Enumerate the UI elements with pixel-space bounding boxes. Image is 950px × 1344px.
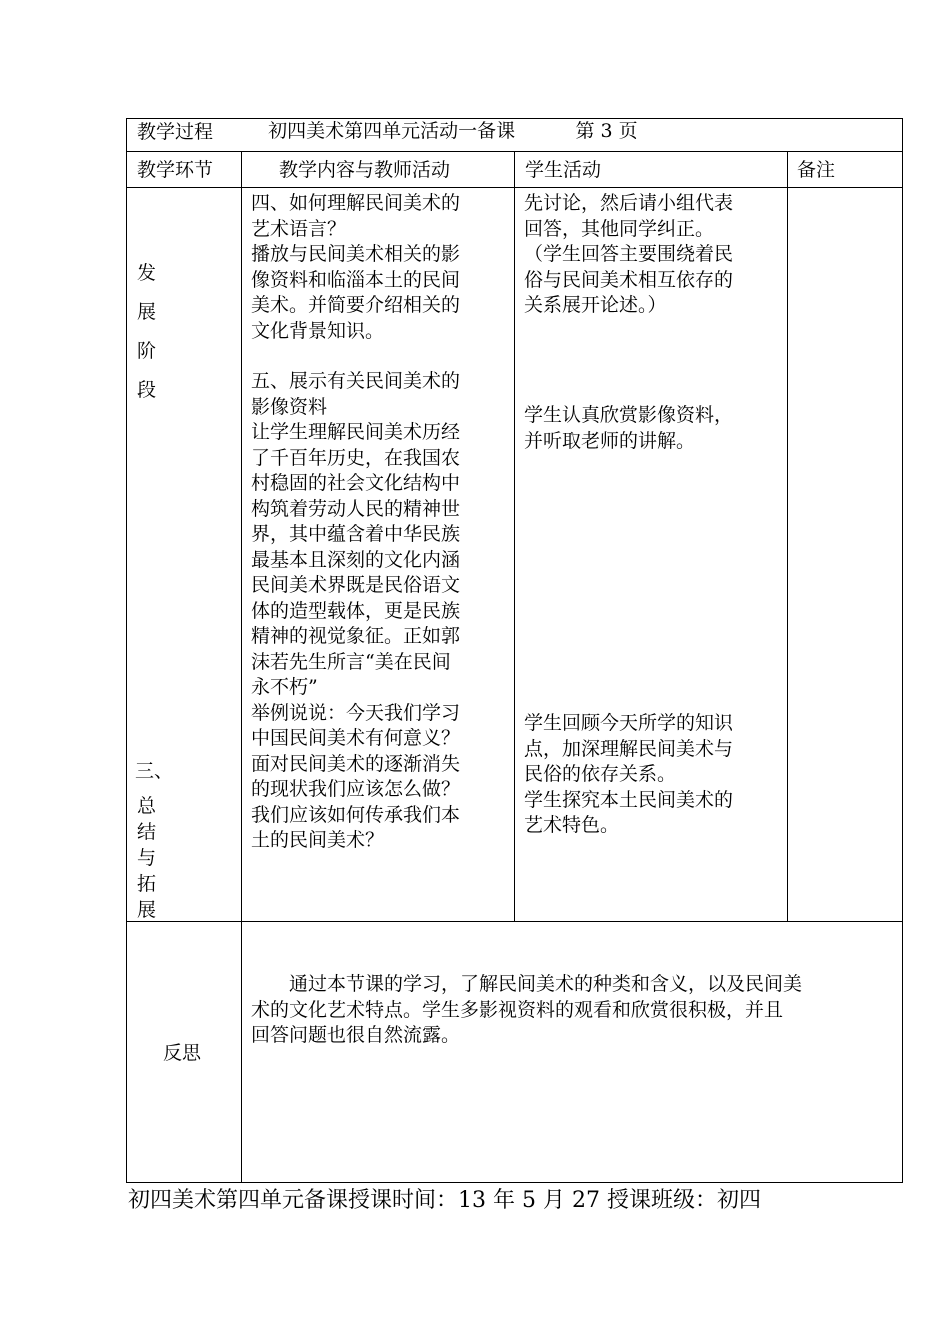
column-header-stage: 教学环节 (137, 159, 214, 181)
page-number: 第 3 页 (575, 120, 638, 142)
lesson-plan-table (126, 118, 903, 1183)
reflection-text: 通过本节课的学习，了解民间美术的种类和含义，以及民间美 术的文化艺术特点。学生多影视资料的观看和欣赏很积极，并且 回答问题也很自然流露。 (251, 973, 803, 1046)
stage-label-summary: 总 结 与 拓 展 (137, 795, 157, 921)
footer-line: 初四美术第四单元备课授课时间：13 年 5 月 27 授课班级：初四 (128, 1188, 761, 1213)
stage-number-summary: 三、 (135, 760, 174, 782)
column-header-teacher: 教学内容与教师活动 (279, 159, 451, 181)
student-activity-block: 学生回顾今天所学的知识 点，加深理解民间美术与 民俗的依存关系。 学生探究本土民间美术的 艺术特色。 (524, 712, 734, 836)
column-header-student: 学生活动 (525, 159, 602, 181)
document-title: 初四美术第四单元活动一备课 (268, 120, 516, 142)
stage-label-develop: 发 展 阶 段 (137, 262, 157, 401)
table-rule (127, 921, 902, 922)
student-activity-block: 先讨论，然后请小组代表 回答，其他同学纠正。 （学生回答主要围绕着民 俗与民间美术相互依存的 关系展开论述。） (524, 192, 734, 316)
teacher-content-block: 四、如何理解民间美术的 艺术语言？ 播放与民间美术相关的影 像资料和临淄本土的民间 美术。并简要介绍相关的 文化背景知识。 (251, 192, 461, 342)
column-header-notes: 备注 (797, 159, 836, 181)
table-rule (514, 151, 515, 921)
teacher-content-block: 五、展示有关民间美术的 影像资料 让学生理解民间美术历经 了千百年历史，在我国农 村稳固的社会文化结构中 构筑着劳动人民的精神世 界，其中蕴含着中华民族 最基本且深刻的文化内涵 民间美术界既是民俗语文 体的造型载体，更是民族 精神的视觉象征。正如郭 沫若先生所言“美在民间 永不朽” 举例说说：今天我们学习 中国民间美术有何意义？ 面对民间美术的逐渐消失 的现状我们应该怎么做？ 我们应该如何传承我们本 土的民间美术？ (251, 370, 461, 851)
table-rule (787, 151, 788, 921)
section-title: 教学过程 (137, 121, 214, 143)
reflection-label: 反思 (163, 1042, 202, 1064)
table-rule (241, 151, 242, 1182)
student-activity-block: 学生认真欣赏影像资料， 并听取老师的讲解。 (524, 404, 734, 452)
